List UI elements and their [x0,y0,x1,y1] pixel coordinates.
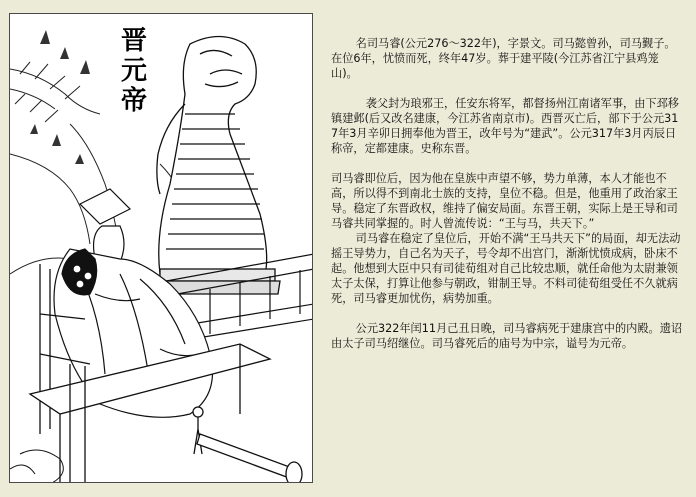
paragraph-3: 司马睿即位后，因为他在皇族中声望不够，势力单薄，本人才能也不高，所以得不到南北士族的支持，皇位不稳。但是，他重用了政治家王导。稳定了东晋政权，维持了偏安局面。东晋王朝，实际上是王导和司马睿共同掌握的。时人曾流传说：“王与马，共天下。” [331,172,678,230]
paragraph-4: 司马睿在稳定了皇位后，开始不满“王马共天下”的局面，却无法动摇王导势力，自己名为天子，号令却不出宫门，渐渐忧愤成病，卧床不起。他想到大臣中只有司徒荀组对自己比较忠顺，就任命他为太尉兼领太子太保，打算让他参与朝政，钳制王导。不料司徒荀组受任不久就病死，司马睿更加忧伤，病势加重。 [331,232,681,305]
illustration-title-text: 晋元帝 [121,26,148,116]
beast-statue [155,37,280,295]
pine-needles [30,30,90,164]
biography-text [331,36,685,351]
emperor-illustration [9,13,313,483]
illustration-title [114,26,154,116]
decor-bottom [10,450,63,483]
ruyi-scepter [197,434,302,483]
paragraph-5: 公元322年闰11月己丑日晚，司马睿病死于建康宫中的内殿。遗诏由太子司马绍继位。司马睿死后的庙号为中宗，谥号为元帝。 [331,322,683,350]
paragraph-2: 袭父封为琅邪王，任安东将军，都督扬州江南诸军事，由下邳移镇建邺(后又改名建康，今江苏省南京市)。西晋灭亡后，部下于公元317年3月辛卯日拥奉他为晋王，改年号为“建武”。公元317年3月丙辰日称帝，定都建康。史称东晋。 [331,97,679,155]
ink-drawing [10,14,313,483]
paragraph-1: 名司马睿(公元276～322年)，字景文。司马懿曾孙，司马觐子。在位6年，忧愤而死，终年47岁。葬于建平陵(今江苏省江宁县鸡笼山)。 [331,37,676,80]
